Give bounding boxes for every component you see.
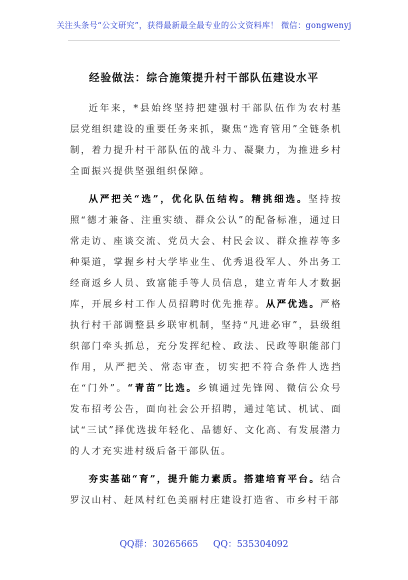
text-select-c: 乡镇通过先锋网、微信公众号发布招考公告，面向社会公开招聘，通过笔试、机试、面试“三试”择优选拔年轻化、品德好、文化高、有发展潜力的人才充实进村级后备干部队伍。 xyxy=(70,383,342,457)
heading-cultivate: 夯实基础“育”，提升能力素质。搭建培育平台。 xyxy=(88,474,321,485)
document-body xyxy=(70,98,342,518)
paragraph-cultivate xyxy=(70,469,342,511)
page-title: 经验做法：综合施策提升村干部队伍建设水平 xyxy=(89,72,319,84)
text-select-a: 坚持按照“德才兼备、注重实绩、群众公认”的配备标准，通过日常走访、座谈交流、党员大会、村民会议、群众推荐等多种渠道，掌握乡村大学毕业生、优秀退役军人、外出务工经商返乡人员、致富能手等人员信息，建立青年人才数据库，开展乡村工作人员招聘时优先推荐。 xyxy=(70,194,342,310)
header-banner: 关注头条号“公文研究”，获得最新最全最专业的公文资料库！ 微信：gongwenyj xyxy=(56,21,352,30)
paragraph-intro: 近年来，*县始终坚持把建强村干部队伍作为农村基层党组织建设的重要任务来抓，聚焦“选育管用”全链条机制，着力提升村干部队伍的战斗力、凝聚力，为推进乡村全面振兴提供坚强组织保障。 xyxy=(70,103,342,177)
footer-qq-group: QQ群：30265665 xyxy=(119,540,199,550)
text-cultivate-a: 结合罗汉山村、赶凤村红色美丽村庄建设打造省、市乡村干部 xyxy=(70,474,342,506)
heading-strict: 从严优选。 xyxy=(265,299,321,310)
footer-contact xyxy=(0,537,408,550)
header-divider xyxy=(68,40,340,41)
heading-seedling: “青苗”比选。 xyxy=(127,383,198,394)
paragraph-select xyxy=(70,189,342,462)
text-select-b: 严格执行村干部调整县乡联审机制，坚持“凡进必审”，县级组织部门牵头抓总，充分发挥纪检、政法、民政等职能部门作用，从严把关、常态审查，切实把不符合条件人选挡在“门外”。 xyxy=(70,299,342,394)
heading-select: 从严把关“选”，优化队伍结构。精挑细选。 xyxy=(88,194,309,205)
footer-qq: QQ：535304092 xyxy=(213,540,289,550)
